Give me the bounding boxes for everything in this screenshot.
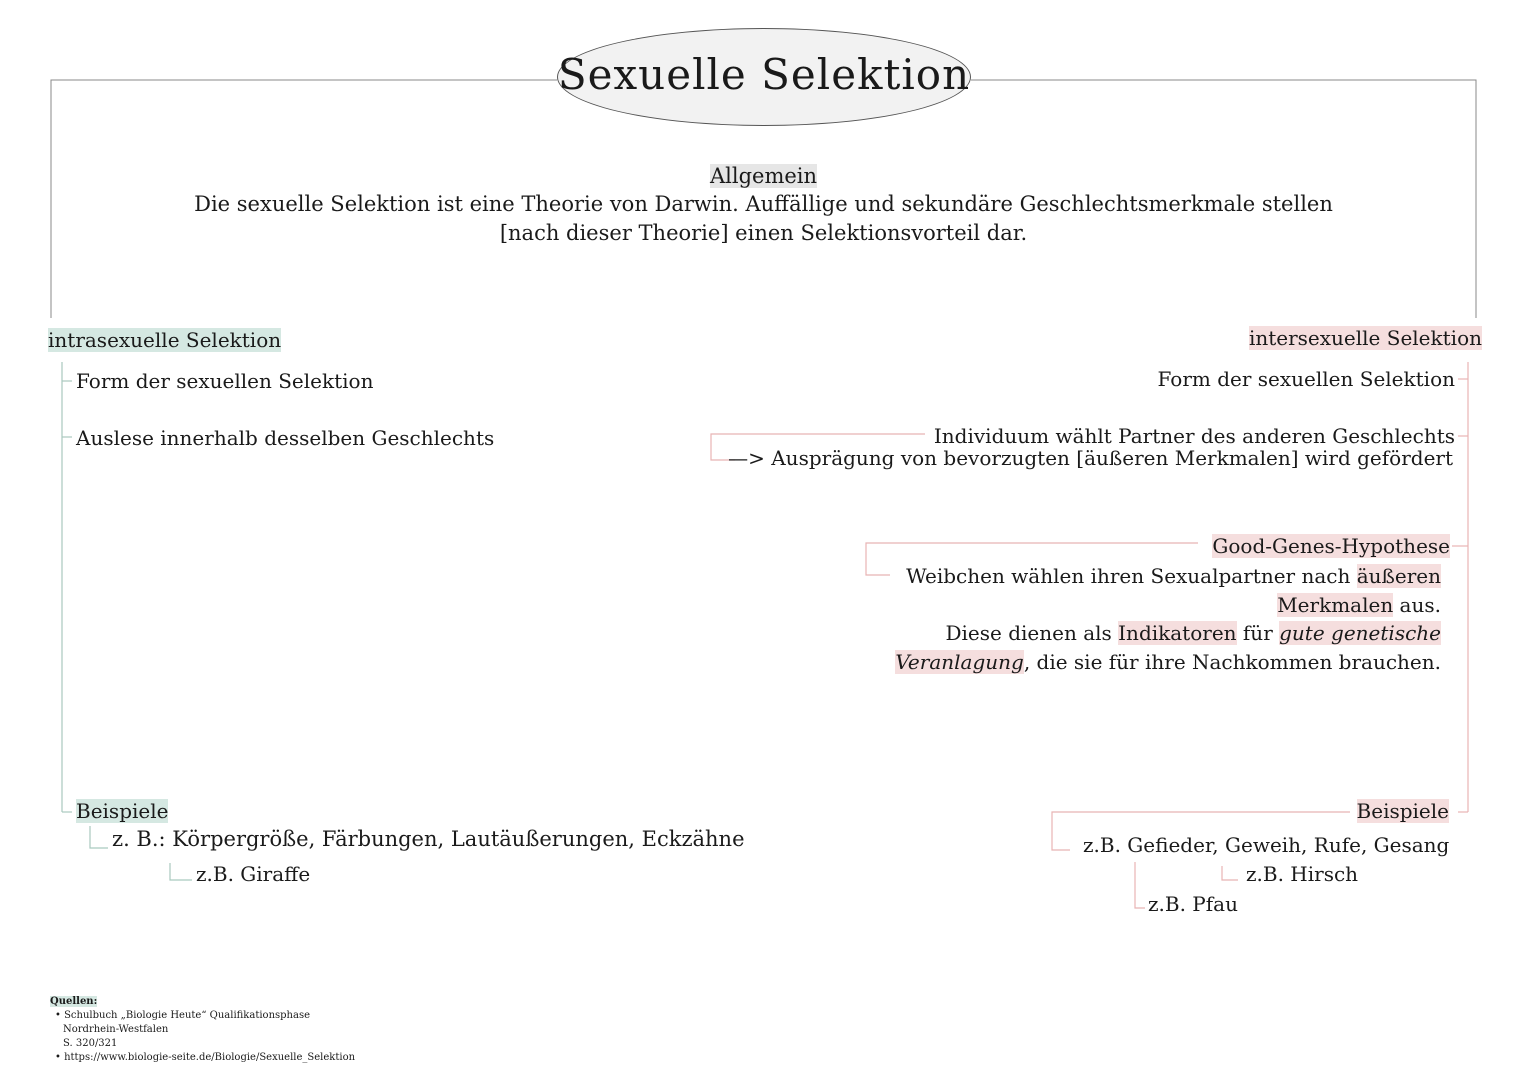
inter-example-2: z.B. Hirsch [1246,862,1359,886]
source-1-pages: S. 320/321 [63,1038,118,1049]
source-1: • Schulbuch „Biologie Heute“ Qualifikationsphase [55,1010,310,1021]
inter-point-2: Individuum wählt Partner des anderen Geschlechts [933,424,1455,448]
inter-examples-heading: Beispiele [1356,799,1449,823]
intra-example-1: z. B.: Körpergröße, Färbungen, Lautäußerungen, Eckzähne [112,827,745,851]
allgemein-heading: Allgemein [709,164,818,188]
good-genes-line-4: Veranlagung, die sie für ihre Nachkommen brauchen. [895,650,1441,674]
good-genes-line-2: Merkmalen aus. [1277,593,1441,617]
good-genes-line-3: Diese dienen als Indikatoren für gute genetische [945,621,1441,645]
inter-example-3: z.B. Pfau [1148,892,1238,916]
intra-point-1: Form der sexuellen Selektion [76,369,374,393]
good-genes-line-1: Weibchen wählen ihren Sexualpartner nach äußeren [906,564,1441,588]
intra-examples-heading: Beispiele [76,799,169,823]
allgemein-text-line-1: Die sexuelle Selektion ist eine Theorie von Darwin. Auffällige und sekundäre Geschlechtsmerkmale stellen [194,192,1333,216]
source-2: • https://www.biologie-seite.de/Biologie/Sexuelle_Selektion [55,1052,356,1063]
source-1-region: Nordrhein-Westfalen [63,1024,169,1035]
inter-example-1: z.B. Gefieder, Geweih, Rufe, Gesang [1083,833,1450,857]
inter-point-1: Form der sexuellen Selektion [1157,367,1455,391]
intra-heading: intrasexuelle Selektion [48,328,282,352]
sources-heading: Quellen: [50,996,98,1007]
page-title: Sexuelle Selektion [557,50,971,99]
intra-example-2: z.B. Giraffe [196,862,311,886]
intra-point-2: Auslese innerhalb desselben Geschlechts [76,426,495,450]
good-genes-heading: Good-Genes-Hypothese [1212,534,1450,558]
inter-point-2-arrow: —> Ausprägung von bevorzugten [äußeren Merkmalen] wird gefördert [728,446,1453,470]
allgemein-text-line-2: [nach dieser Theorie] einen Selektionsvorteil dar. [499,221,1028,245]
inter-heading: intersexuelle Selektion [1248,326,1482,350]
